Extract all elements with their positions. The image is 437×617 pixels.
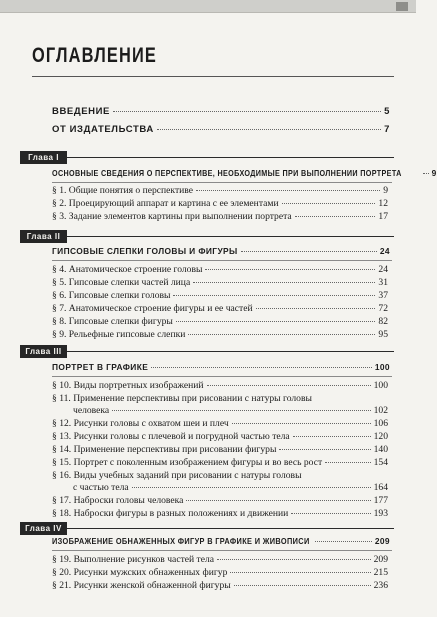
toc-entry[interactable]	[52, 554, 388, 566]
leader-dots	[132, 487, 371, 488]
page-title: ОГЛАВЛЕНИЕ	[32, 44, 158, 67]
toc-entry-introduction[interactable]	[52, 106, 390, 120]
toc-entry-label: ОТ ИЗДАТЕЛЬСТВА	[52, 124, 154, 135]
leader-dots	[293, 436, 371, 437]
toc-page-number: 7	[384, 124, 390, 135]
toc-entry-label: § 20. Рисунки мужских обнаженных фигур	[52, 567, 228, 578]
toc-entry-label: § 12. Рисунки головы с охватом шеи и плеч	[52, 418, 229, 429]
leader-dots	[230, 572, 370, 573]
chapter-heading-rule	[52, 182, 392, 183]
leader-dots	[241, 251, 377, 252]
toc-entry[interactable]	[52, 185, 388, 197]
toc-entry-label: ВВЕДЕНИЕ	[52, 106, 110, 117]
toc-page-number: 82	[378, 316, 388, 327]
toc-entry-label: § 9. Рельефные гипсовые слепки	[52, 329, 186, 340]
toc-entry-label: § 2. Проецирующий аппарат и картина с ее элементами	[52, 198, 279, 209]
leader-dots	[151, 367, 372, 368]
toc-entry-label: § 6. Гипсовые слепки головы	[52, 290, 171, 301]
leader-dots	[176, 321, 376, 322]
chapter-heading-text: ПОРТРЕТ В ГРАФИКЕ	[52, 362, 149, 372]
leader-dots	[295, 216, 376, 217]
toc-entry[interactable]	[52, 290, 388, 302]
toc-entry[interactable]	[52, 211, 388, 223]
toc-entry-label: § 13. Рисунки головы с плечевой и погрудной частью тела	[52, 431, 290, 442]
toc-page-number: 215	[373, 567, 388, 578]
toc-entry-label: § 3. Задание элементов картины при выполнении портрета	[52, 211, 292, 222]
chapter-heading-text: ИЗОБРАЖЕНИЕ ОБНАЖЕННЫХ ФИГУР В ГРАФИКЕ И ЖИВОПИСИ	[52, 536, 310, 546]
page-top-band	[0, 0, 416, 13]
leader-dots	[205, 269, 375, 270]
leader-dots	[423, 173, 429, 174]
chapter-heading[interactable]	[52, 536, 390, 550]
chapter-divider	[20, 528, 394, 529]
chapter-page-number: 24	[379, 246, 390, 256]
leader-dots	[188, 334, 375, 335]
leader-dots	[256, 308, 376, 309]
toc-entry[interactable]	[52, 198, 388, 210]
chapter-page-number: 9	[431, 168, 437, 178]
toc-entry-label: § 10. Виды портретных изображений	[52, 380, 204, 391]
toc-entry[interactable]	[52, 431, 388, 443]
chapter-label: Глава II	[20, 230, 67, 243]
toc-page-number: 9	[383, 185, 388, 196]
leader-dots	[282, 203, 376, 204]
toc-entry-label: § 8. Гипсовые слепки фигуры	[52, 316, 173, 327]
toc-entry-continuation[interactable]	[73, 405, 388, 417]
chapter-heading-rule	[52, 260, 392, 261]
toc-entry-label: § 11. Применение перспективы при рисовании с натуры головы	[52, 393, 312, 404]
leader-dots	[173, 295, 375, 296]
toc-entry-label: § 7. Анатомическое строение фигуры и ее частей	[52, 303, 253, 314]
toc-entry-label: § 1. Общие понятия о перспективе	[52, 185, 194, 196]
toc-entry[interactable]	[52, 264, 388, 276]
chapter-heading-text: ГИПСОВЫЕ СЛЕПКИ ГОЛОВЫ И ФИГУРЫ	[52, 246, 238, 256]
leader-dots	[193, 282, 375, 283]
leader-dots	[234, 585, 371, 586]
toc-page-number: 106	[373, 418, 388, 429]
toc-entry[interactable]	[52, 457, 388, 469]
leader-dots	[157, 129, 381, 130]
toc-entry-label-cont: с частью тела	[73, 482, 129, 493]
toc-entry-label: § 16. Виды учебных заданий при рисовании с натуры головы	[52, 470, 302, 481]
toc-entry[interactable]	[52, 393, 388, 405]
toc-page-number: 164	[373, 482, 388, 493]
toc-page-number: 72	[378, 303, 388, 314]
leader-dots	[112, 410, 370, 411]
toc-entry-label: § 21. Рисунки женской обнаженной фигуры	[52, 580, 231, 591]
chapter-divider	[20, 236, 394, 237]
toc-entry[interactable]	[52, 580, 388, 592]
toc-page-number: 17	[378, 211, 388, 222]
toc-entry[interactable]	[52, 444, 388, 456]
toc-page-number: 140	[373, 444, 388, 455]
toc-page-number: 95	[378, 329, 388, 340]
toc-entry-label-cont: человека	[73, 405, 110, 416]
leader-dots	[315, 541, 372, 542]
toc-entry-continuation[interactable]	[73, 482, 388, 494]
leader-dots	[207, 385, 371, 386]
toc-entry[interactable]	[52, 418, 388, 430]
title-divider	[32, 76, 394, 77]
toc-entry[interactable]	[52, 508, 388, 520]
toc-entry-label: § 4. Анатомическое строение головы	[52, 264, 203, 275]
toc-entry[interactable]	[52, 380, 388, 392]
leader-dots	[325, 462, 370, 463]
toc-page-number: 209	[373, 554, 388, 565]
toc-page-number: 12	[378, 198, 388, 209]
toc-page-number: 236	[373, 580, 388, 591]
chapter-heading[interactable]	[52, 246, 390, 260]
toc-page-number: 177	[373, 495, 388, 506]
corner-mark	[396, 2, 408, 11]
leader-dots	[279, 449, 370, 450]
chapter-label: Глава III	[20, 345, 67, 358]
toc-page-number: 193	[373, 508, 388, 519]
chapter-divider	[20, 157, 394, 158]
chapter-divider	[20, 351, 394, 352]
chapter-heading-text: ОСНОВНЫЕ СВЕДЕНИЯ О ПЕРСПЕКТИВЕ, НЕОБХОДИМЫЕ ПРИ ВЫПОЛНЕНИИ ПОРТРЕТА	[52, 168, 402, 178]
toc-page-number: 5	[384, 106, 390, 117]
leader-dots	[217, 559, 371, 560]
chapter-label: Глава I	[20, 151, 67, 164]
toc-entry-label: § 19. Выполнение рисунков частей тела	[52, 554, 215, 565]
toc-entry[interactable]	[52, 567, 388, 579]
toc-entry-label: § 18. Наброски фигуры в разных положениях и движении	[52, 508, 289, 519]
toc-entry[interactable]	[52, 329, 388, 341]
toc-entry-label: § 15. Портрет с поколенным изображением фигуры и во весь рост	[52, 457, 323, 468]
toc-entry-publisher-note[interactable]	[52, 124, 390, 138]
toc-page-number: 154	[373, 457, 388, 468]
chapter-heading[interactable]	[52, 168, 437, 182]
toc-entry[interactable]	[52, 495, 388, 507]
toc-page-number: 100	[373, 380, 388, 391]
leader-dots	[113, 111, 381, 112]
chapter-heading[interactable]	[52, 362, 390, 376]
toc-page-number: 31	[378, 277, 388, 288]
toc-entry[interactable]	[52, 303, 388, 315]
toc-page-number: 120	[373, 431, 388, 442]
toc-entry-label: § 17. Наброски головы человека	[52, 495, 184, 506]
chapter-label: Глава IV	[20, 522, 67, 535]
toc-page-number: 24	[378, 264, 388, 275]
toc-page-number: 37	[378, 290, 388, 301]
leader-dots	[232, 423, 371, 424]
toc-entry-label: § 14. Применение перспективы при рисовании фигуры	[52, 444, 277, 455]
chapter-page-number: 100	[374, 362, 390, 372]
toc-entry[interactable]	[52, 277, 388, 289]
toc-entry[interactable]	[52, 316, 388, 328]
toc-entry-label: § 5. Гипсовые слепки частей лица	[52, 277, 191, 288]
chapter-page-number: 209	[374, 536, 390, 546]
chapter-heading-rule	[52, 550, 392, 551]
toc-entry[interactable]	[52, 470, 388, 482]
leader-dots	[186, 500, 370, 501]
leader-dots	[291, 513, 370, 514]
toc-page-number: 102	[373, 405, 388, 416]
leader-dots	[196, 190, 380, 191]
chapter-heading-rule	[52, 376, 392, 377]
